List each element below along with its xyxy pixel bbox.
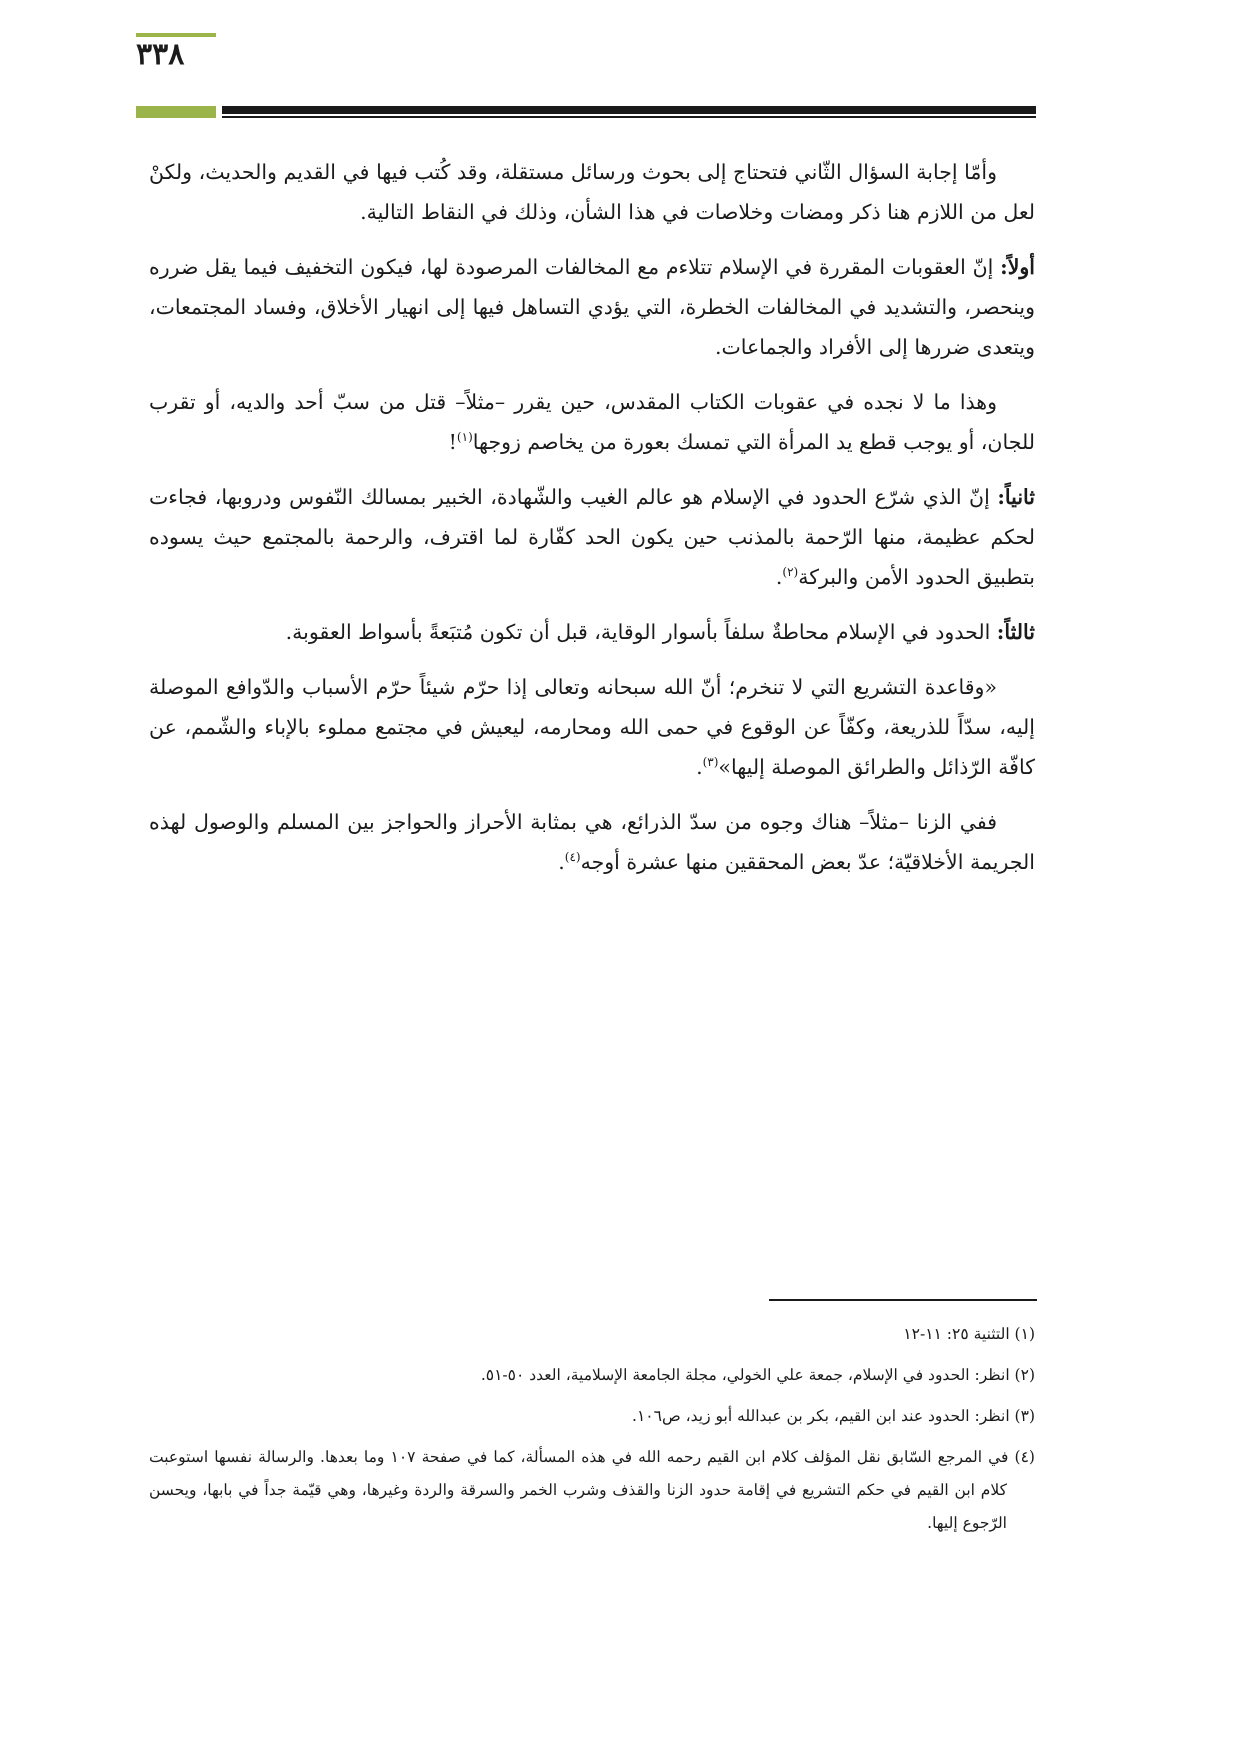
paragraph-intro [149, 152, 1035, 232]
paragraph-zina-example-text: ففي الزنا –مثلاً– هناك وجوه من سدّ الذرائع، هي بمثابة الأحراز والحواجز بين المسلم والوصول لهذه الجريمة الأخلاقيّة؛ عدّ بعض المحققين منها عشرة أوجه [149, 810, 1035, 874]
footnote-3: (٣) انظر: الحدود عند ابن القيم، بكر بن عبدالله أبو زيد، ص١٠٦. [632, 1407, 1035, 1425]
paragraph-third-point [149, 612, 1035, 652]
header-rule-thin-line [222, 116, 1036, 118]
point-label-third: ثالثاً: [996, 620, 1035, 644]
paragraph-bible-comparison [149, 382, 1035, 462]
footnote-1: (١) التثنية ٢٥: ١١-١٢ [903, 1325, 1035, 1343]
point-label-first: أولاً: [1000, 255, 1035, 279]
period-mark: . [775, 565, 783, 589]
header-rule-black [222, 106, 1036, 118]
paragraph-first-point [149, 247, 1035, 367]
footnote-ref-2[interactable]: (٢) [782, 565, 799, 580]
point-label-second: ثانياً: [997, 485, 1035, 509]
footnote-ref-4[interactable]: (٤) [564, 850, 581, 865]
paragraph-intro-text: وأمّا إجابة السؤال الثّاني فتحتاج إلى بحوث ورسائل مستقلة، وقد كُتب فيها في القديم والحديث، ولكنْ لعل من اللازم هنا ذكر ومضات وخلاصات في هذا الشأن، وذلك في النقاط التالية. [149, 160, 1035, 224]
paragraph-quote-text: «وقاعدة التشريع التي لا تنخرم؛ أنّ الله سبحانه وتعالى إذا حرّم شيئاً حرّم الأسباب والدّوافع الموصلة إليه، سدّاً للذريعة، وكفّاً عن الوقوع في حمى الله ومحارمه، ليعيش في مجتمع مملوء بالإباء والشّمم، عن كافّة الرّذائل والطرائق الموصلة إليها» [149, 675, 1035, 779]
header-rule-thick-line [222, 106, 1036, 114]
footnote-ref-3[interactable]: (٣) [702, 755, 719, 770]
paragraph-quote [149, 667, 1035, 787]
exclamation-mark: ! [448, 430, 457, 454]
paragraph-third-point-text: الحدود في الإسلام محاطةٌ سلفاً بأسوار الوقاية، قبل أن تكون مُتبَعةً بأسواط العقوبة. [285, 620, 997, 644]
period-mark: . [696, 755, 703, 779]
header-rule-green [136, 106, 216, 118]
footnote-2: (٢) انظر: الحدود في الإسلام، جمعة علي الخولي، مجلة الجامعة الإسلامية، العدد ٥٠-٥١. [480, 1366, 1035, 1384]
footnote-separator [769, 1299, 1037, 1301]
paragraph-bible-comparison-text: وهذا ما لا نجده في عقوبات الكتاب المقدس، حين يقرر –مثلاً– قتل من سبّ أحد والديه، أو تقرب للجان، أو يوجب قطع يد المرأة التي تمسك بعورة من يخاصم زوجها [149, 390, 1035, 454]
footnotes [149, 1318, 1035, 1548]
body-text [149, 152, 1035, 897]
footnote-ref-1[interactable]: (١) [456, 430, 473, 445]
paragraph-zina-example [149, 802, 1035, 882]
paragraph-second-point [149, 477, 1035, 597]
paragraph-second-point-text: إنّ الذي شرّع الحدود في الإسلام هو عالم الغيب والشّهادة، الخبير بمسالك النّفوس ودروبها، فجاءت لحكم عظيمة، منها الرّحمة بالمذنب حين يكون الحد كفّارة لما اقترف، والرحمة بالمجتمع حيث يسوده بتطبيق الحدود الأمن والبركة [149, 485, 1035, 589]
page-number: ٣٣٨ [136, 37, 185, 72]
footnote-4: (٤) في المرجع السّابق نقل المؤلف كلام ابن القيم رحمه الله في هذه المسألة، كما في صفحة ١٠٧ وما بعدها. والرسالة نفسها استوعبت كلام ابن القيم في حكم التشريع في إقامة حدود الزنا والقذف وشرب الخمر والسرقة والردة وغيرها، وهي قيّمة جداً في بابها، ويحسن الرّجوع إليها. [149, 1448, 1035, 1532]
paragraph-first-point-text: إنّ العقوبات المقررة في الإسلام تتلاءم مع المخالفات المرصودة لها، فيكون التخفيف فيما يقل ضرره وينحصر، والتشديد في المخالفات الخطرة، التي يؤدي التساهل فيها إلى انهيار الأخلاق، وفساد المجتمعات، ويتعدى ضررها إلى الأفراد والجماعات. [149, 255, 1035, 359]
period-mark: . [558, 850, 565, 874]
